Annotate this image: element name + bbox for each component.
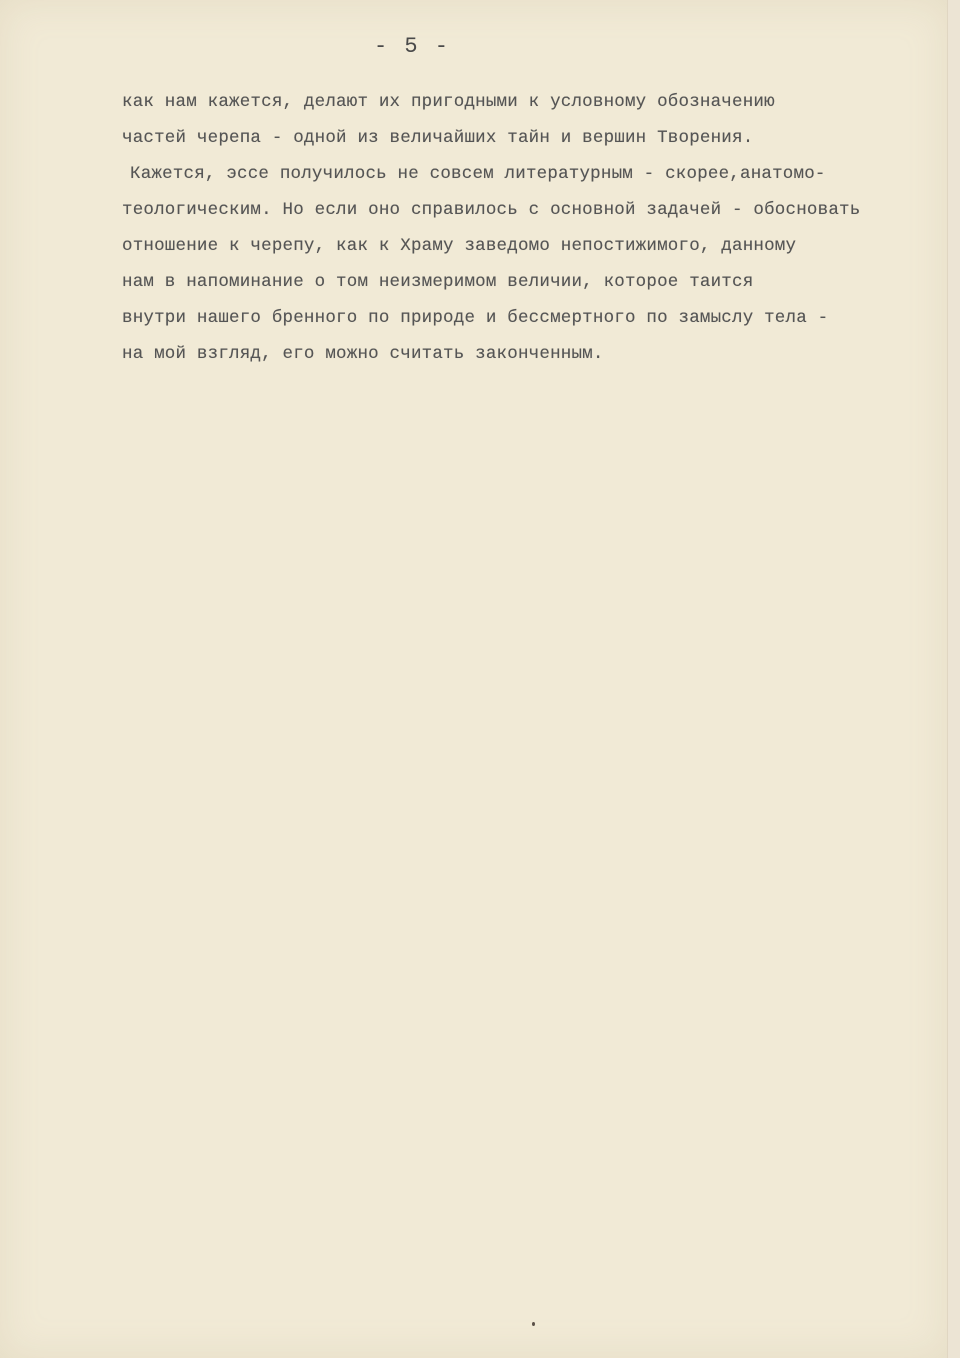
typed-text-block (122, 84, 952, 372)
text-line: нам в напоминание о том неизмеримом величии, которое таится (122, 272, 754, 292)
paper-edge (947, 0, 960, 1358)
page-number: - 5 - (374, 34, 451, 59)
text-line: на мой взгляд, его можно считать законченным. (122, 344, 604, 364)
text-line: внутри нашего бренного по природе и бессмертного по замыслу тела - (122, 308, 829, 328)
text-line: частей черепа - одной из величайших тайн и вершин Творения. (122, 128, 754, 148)
text-line-paragraph-start: Кажется, эссе получилось не совсем литературным - скорее,анатомо- (130, 164, 826, 184)
text-line: теологическим. Но если оно справилось с основной задачей - обосновать (122, 200, 861, 220)
text-line: как нам кажется, делают их пригодными к условному обозначению (122, 92, 775, 112)
text-line: отношение к черепу, как к Храму заведомо непостижимого, данному (122, 236, 797, 256)
paper-speck (532, 1322, 535, 1326)
